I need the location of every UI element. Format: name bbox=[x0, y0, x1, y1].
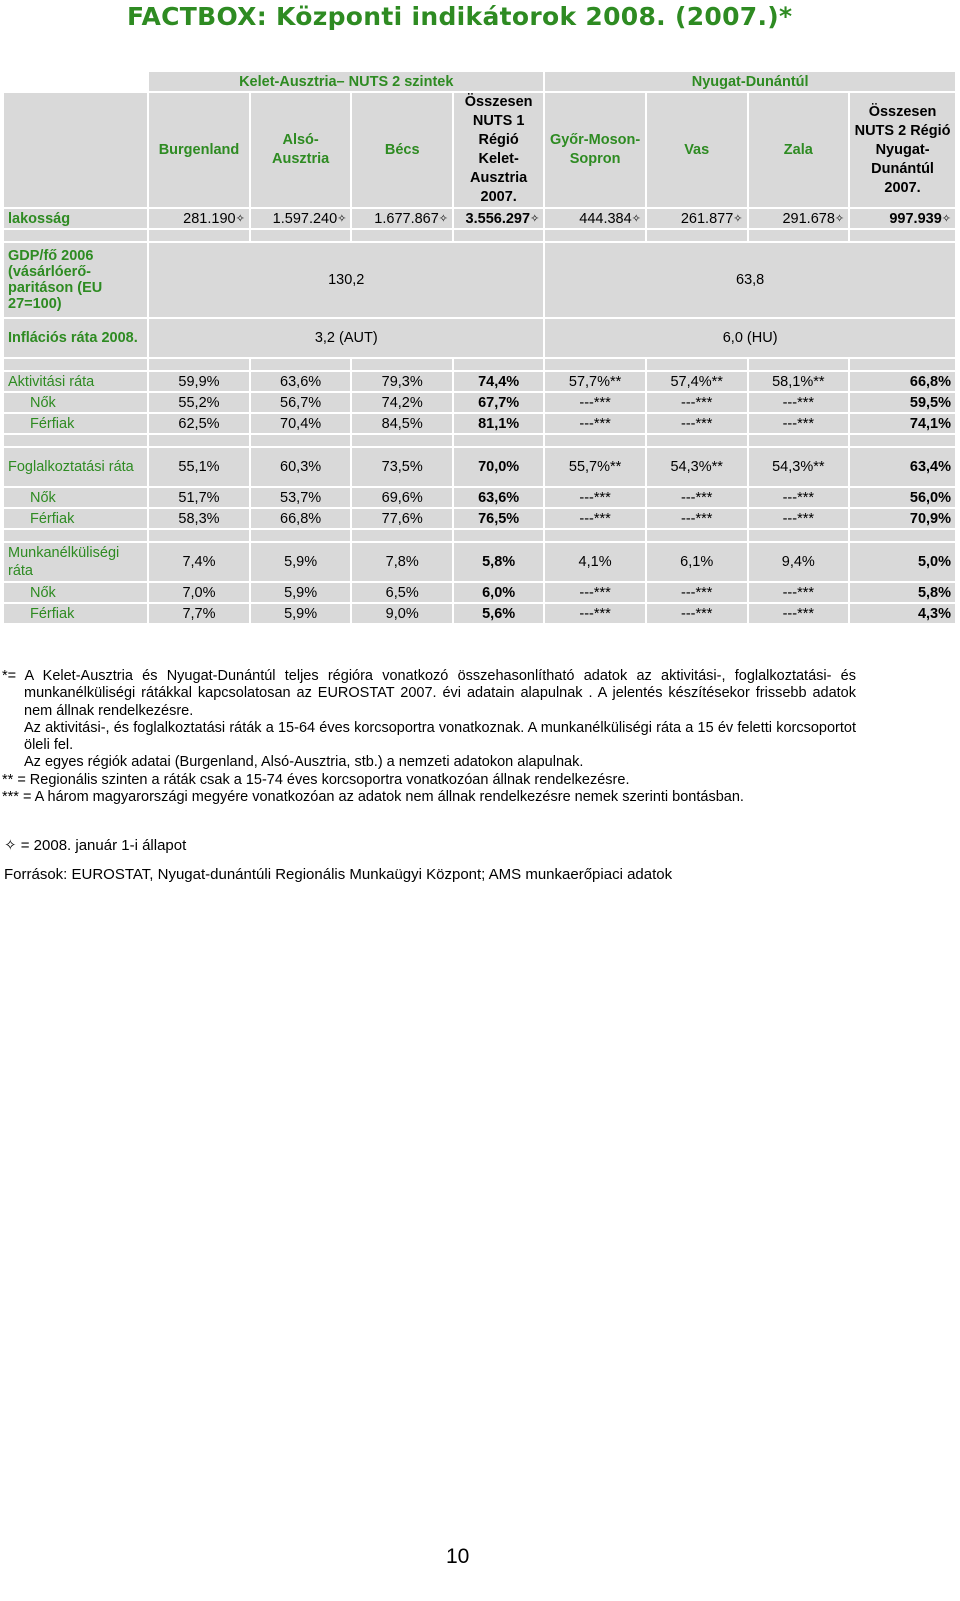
table-row bbox=[4, 583, 955, 602]
col-header: Győr-Moson-Sopron bbox=[545, 93, 645, 207]
row-label: Munkanélküliségi ráta bbox=[4, 543, 147, 581]
legend bbox=[4, 836, 186, 854]
cell-value: ---*** bbox=[545, 509, 645, 528]
cell-value: 69,6% bbox=[352, 488, 452, 507]
cell-value: ---*** bbox=[749, 583, 849, 602]
four-point-star-icon: ✧ bbox=[530, 212, 540, 225]
col-header: Vas bbox=[647, 93, 747, 207]
cell-value: 997.939 bbox=[889, 210, 942, 227]
row-label: Férfiak bbox=[4, 509, 147, 528]
row-label-inflation: Inflációs ráta 2008. bbox=[4, 319, 147, 357]
cell-value: 5,9% bbox=[251, 543, 351, 581]
gdp-east: 130,2 bbox=[149, 243, 543, 317]
cell-value: 54,3%** bbox=[647, 448, 747, 486]
cell-value: 63,6% bbox=[454, 488, 543, 507]
cell-value: 291.678 bbox=[782, 210, 835, 227]
cell-value: 57,4%** bbox=[647, 372, 747, 391]
cell-value: ---*** bbox=[749, 488, 849, 507]
footnote: Az egyes régiók adatai (Burgenland, Alsó-Ausztria, stb.) a nemzeti adatokon alapulnak. bbox=[24, 754, 584, 771]
cell-value: 79,3% bbox=[352, 372, 452, 391]
cell-value: 5,8% bbox=[850, 583, 955, 602]
cell-value: 53,7% bbox=[251, 488, 351, 507]
cell-value: 1.597.240 bbox=[272, 210, 338, 227]
cell-value: 5,0% bbox=[850, 543, 955, 581]
table-row bbox=[4, 448, 955, 486]
footnote: *** = A három magyarországi megyére vonatkozóan az adatok nem állnak rendelkezésre nemek szerinti bontásban. bbox=[2, 789, 744, 806]
inflation-east: 3,2 (AUT) bbox=[149, 319, 543, 357]
cell-value: 74,4% bbox=[454, 372, 543, 391]
group-header-east: Kelet-Ausztria– NUTS 2 szintek bbox=[149, 72, 543, 91]
row-label: Nők bbox=[4, 583, 147, 602]
cell-value: 59,5% bbox=[850, 393, 955, 412]
cell-value: 54,3%** bbox=[749, 448, 849, 486]
cell-value: 73,5% bbox=[352, 448, 452, 486]
row-label: Nők bbox=[4, 393, 147, 412]
group-header-west: Nyugat-Dunántúl bbox=[545, 72, 955, 91]
cell-value: 7,0% bbox=[149, 583, 249, 602]
cell-value: 7,8% bbox=[352, 543, 452, 581]
col-header: Burgenland bbox=[149, 93, 249, 207]
table-row bbox=[4, 393, 955, 412]
cell-value: 55,1% bbox=[149, 448, 249, 486]
footnote: ** = Regionális szinten a ráták csak a 15-74 éves korcsoportra vonatkozóan állnak rendelkezésre. bbox=[2, 771, 630, 788]
cell-value: 70,4% bbox=[251, 414, 351, 433]
cell-value: ---*** bbox=[749, 414, 849, 433]
cell-value: ---*** bbox=[545, 393, 645, 412]
four-point-star-icon: ✧ bbox=[834, 212, 845, 225]
cell-value: 76,5% bbox=[454, 509, 543, 528]
table-row bbox=[4, 543, 955, 581]
cell-value: 6,0% bbox=[454, 583, 543, 602]
four-point-star-icon: ✧ bbox=[235, 212, 245, 225]
cell-value: 74,1% bbox=[850, 414, 955, 433]
four-point-star-icon: ✧ bbox=[941, 212, 951, 225]
row-label: Nők bbox=[4, 488, 147, 507]
cell-value: 62,5% bbox=[149, 414, 249, 433]
cell-value: 3.556.297 bbox=[465, 210, 531, 227]
cell-value: 1.677.867 bbox=[374, 210, 439, 227]
cell-value: 84,5% bbox=[352, 414, 452, 433]
cell-value: ---*** bbox=[647, 583, 747, 602]
cell-value: 66,8% bbox=[850, 372, 955, 391]
cell-value: 4,1% bbox=[545, 543, 645, 581]
cell-value: 5,8% bbox=[454, 543, 543, 581]
four-point-star-icon: ✧ bbox=[438, 212, 449, 225]
cell-value: 281.190 bbox=[183, 210, 236, 227]
cell-value: ---*** bbox=[647, 414, 747, 433]
cell-value: ---*** bbox=[647, 488, 747, 507]
legend-text: = 2008. január 1-i állapot bbox=[20, 837, 187, 854]
footnotes bbox=[2, 668, 856, 806]
cell-value: ---*** bbox=[545, 488, 645, 507]
four-point-star-icon: ✧ bbox=[631, 212, 641, 225]
cell-value: 7,4% bbox=[149, 543, 249, 581]
cell-value: 5,9% bbox=[251, 604, 351, 623]
row-label: Férfiak bbox=[4, 604, 147, 623]
row-label: lakosság bbox=[4, 209, 147, 228]
factbox-table bbox=[2, 70, 957, 625]
cell-value: 66,8% bbox=[251, 509, 351, 528]
cell-value: 6,5% bbox=[352, 583, 452, 602]
cell-value: 261.877 bbox=[680, 210, 734, 227]
row-label: Férfiak bbox=[4, 414, 147, 433]
inflation-west: 6,0 (HU) bbox=[545, 319, 955, 357]
cell-value: 81,1% bbox=[454, 414, 543, 433]
four-point-star-icon: ✧ bbox=[4, 837, 17, 854]
population-row bbox=[4, 209, 955, 228]
cell-value: 63,6% bbox=[251, 372, 351, 391]
cell-value: 60,3% bbox=[251, 448, 351, 486]
cell-value: 70,9% bbox=[850, 509, 955, 528]
row-label-gdp: GDP/fő 2006 (vásárlóerő-paritáson (EU 27=100) bbox=[4, 243, 147, 317]
cell-value: 67,7% bbox=[454, 393, 543, 412]
cell-value: 63,4% bbox=[850, 448, 955, 486]
cell-value: 58,3% bbox=[149, 509, 249, 528]
row-label: Foglalkoztatási ráta bbox=[4, 448, 147, 486]
cell-value: ---*** bbox=[647, 509, 747, 528]
four-point-star-icon: ✧ bbox=[337, 212, 347, 225]
cell-value: ---*** bbox=[647, 604, 747, 623]
cell-value: 9,0% bbox=[352, 604, 452, 623]
cell-value: 5,6% bbox=[454, 604, 543, 623]
cell-value: 55,7%** bbox=[545, 448, 645, 486]
cell-value: ---*** bbox=[749, 604, 849, 623]
gdp-west: 63,8 bbox=[545, 243, 955, 317]
page-title: FACTBOX: Központi indikátorok 2008. (2007.)* bbox=[127, 2, 793, 31]
table-row bbox=[4, 488, 955, 507]
cell-value: 4,3% bbox=[850, 604, 955, 623]
cell-value: 9,4% bbox=[749, 543, 849, 581]
cell-value: 6,1% bbox=[647, 543, 747, 581]
four-point-star-icon: ✧ bbox=[733, 212, 743, 225]
cell-value: ---*** bbox=[749, 509, 849, 528]
cell-value: 56,7% bbox=[251, 393, 351, 412]
cell-value: 5,9% bbox=[251, 583, 351, 602]
col-header: Összesen NUTS 1 Régió Kelet-Ausztria 2007. bbox=[454, 93, 543, 207]
cell-value: 58,1%** bbox=[749, 372, 849, 391]
cell-value: 70,0% bbox=[454, 448, 543, 486]
cell-value: 74,2% bbox=[352, 393, 452, 412]
col-header: Alsó-Ausztria bbox=[251, 93, 351, 207]
cell-value: ---*** bbox=[545, 583, 645, 602]
page-number: 10 bbox=[446, 1545, 470, 1568]
cell-value: 77,6% bbox=[352, 509, 452, 528]
cell-value: 59,9% bbox=[149, 372, 249, 391]
cell-value: 51,7% bbox=[149, 488, 249, 507]
table-row bbox=[4, 372, 955, 391]
cell-value: 55,2% bbox=[149, 393, 249, 412]
footnote: Az aktivitási-, és foglalkoztatási ráták a 15-64 éves korcsoportra vonatkoznak. A munkanélküliségi ráta a 15 év feletti korcsoportot öleli fel. bbox=[24, 719, 856, 754]
cell-value: ---*** bbox=[749, 393, 849, 412]
cell-value: 57,7%** bbox=[545, 372, 645, 391]
cell-value: 7,7% bbox=[149, 604, 249, 623]
col-header: Összesen NUTS 2 Régió Nyugat-Dunántúl 2007. bbox=[850, 93, 955, 207]
row-label: Aktivitási ráta bbox=[4, 372, 147, 391]
table-row bbox=[4, 604, 955, 623]
table-row bbox=[4, 509, 955, 528]
cell-value: ---*** bbox=[647, 393, 747, 412]
col-header: Zala bbox=[749, 93, 849, 207]
sources: Források: EUROSTAT, Nyugat-dunántúli Regionális Munkaügyi Központ; AMS munkaerőpiaci adatok bbox=[4, 866, 673, 883]
cell-value: ---*** bbox=[545, 604, 645, 623]
table-row bbox=[4, 414, 955, 433]
cell-value: 444.384 bbox=[579, 210, 632, 227]
cell-value: 56,0% bbox=[850, 488, 955, 507]
footnote: *= A Kelet-Ausztria és Nyugat-Dunántúl teljes régióra vonatkozó összehasonlítható adatok az aktivitási-, foglalkoztatási- és munkanélküliségi rátákkal kapcsolatosan az EUROSTAT 2007. évi adatain alapulnak . A jelentés készítésekor frissebb adatok nem állnak rendelkezésre. bbox=[2, 668, 856, 719]
col-header: Bécs bbox=[352, 93, 452, 207]
cell-value: ---*** bbox=[545, 414, 645, 433]
